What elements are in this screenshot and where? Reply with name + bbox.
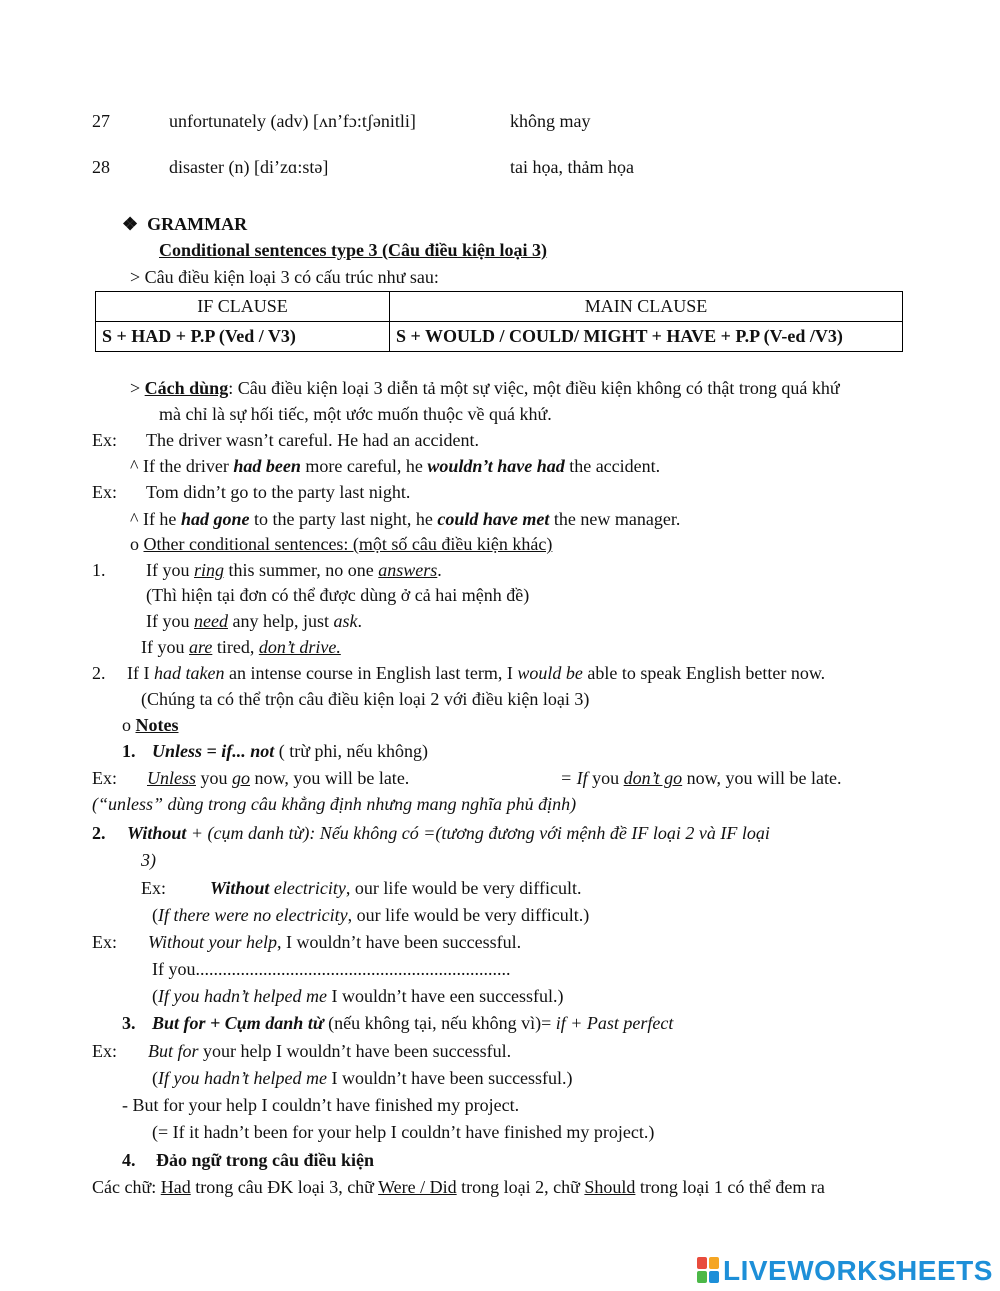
note-example: (If there were no electricity, our life would be very difficult.) bbox=[152, 905, 590, 925]
grammar-title: GRAMMAR bbox=[147, 214, 248, 234]
diamond-bullet-icon: ❖ bbox=[122, 214, 139, 234]
vocab-meaning: không may bbox=[510, 111, 591, 131]
note-example: Without your help, I wouldn’t have been successful. bbox=[148, 932, 522, 952]
note-number: 1. bbox=[122, 741, 136, 761]
note-example: Without electricity, our life would be very difficult. bbox=[210, 878, 582, 898]
inversion-line: Các chữ: Had trong câu ĐK loại 3, chữ Were / Did trong loại 2, chữ Should trong loại 1 có thể đem ra bbox=[92, 1177, 825, 1197]
table-header-main-clause: MAIN CLAUSE bbox=[390, 292, 903, 322]
example-conditional: ^ If he had gone to the party last night, he could have met the new manager. bbox=[130, 509, 681, 529]
note-example: But for your help I wouldn’t have been successful. bbox=[148, 1041, 512, 1061]
ex-label: Ex: bbox=[92, 1041, 117, 1061]
note-title: But for + Cụm danh từ (nếu không tại, nếu không vì)= if + Past perfect bbox=[152, 1013, 674, 1033]
list-number: 1. bbox=[92, 560, 106, 580]
fill-in-line: If you...................................................................... bbox=[152, 959, 511, 979]
note-title: Without + (cụm danh từ): Nếu không có =(tương đương với mệnh đề IF loại 2 và IF loại bbox=[127, 823, 770, 843]
usage-label: Cách dùng bbox=[144, 378, 229, 398]
usage-line-2: mà chỉ là sự hối tiếc, một ước muốn thuộc về quá khứ. bbox=[159, 404, 552, 424]
note-example: (= If it hadn’t been for your help I couldn’t have finished my project.) bbox=[152, 1122, 655, 1142]
note-title-cont: 3) bbox=[141, 850, 156, 870]
liveworksheets-logo bbox=[697, 1253, 997, 1287]
other-example: If you ring this summer, no one answers. bbox=[146, 560, 442, 580]
usage-line bbox=[130, 378, 840, 400]
note-number: 3. bbox=[122, 1013, 136, 1033]
vocab-word: disaster (n) [di’zɑ:stə] bbox=[169, 157, 329, 177]
other-note: (Chúng ta có thể trộn câu điều kiện loại 2 với điều kiện loại 3) bbox=[141, 689, 590, 709]
note-example: - But for your help I couldn’t have finished my project. bbox=[122, 1095, 520, 1115]
ex-label: Ex: bbox=[92, 482, 117, 502]
table-row bbox=[96, 322, 903, 352]
vocab-meaning: tai họa, thảm họa bbox=[510, 157, 634, 177]
ex-label: Ex: bbox=[92, 768, 117, 788]
other-example: If I had taken an intense course in English last term, I would be able to speak English better now. bbox=[127, 663, 826, 683]
main-clause-formula: S + WOULD / COULD/ MIGHT + HAVE + P.P (V-ed /V3) bbox=[390, 322, 903, 352]
ex-label: Ex: bbox=[92, 430, 117, 450]
structure-intro: > Câu điều kiện loại 3 có cấu trúc như sau: bbox=[130, 267, 439, 287]
other-conditionals-title: o Other conditional sentences: (một số câu điều kiện khác) bbox=[130, 534, 553, 554]
ex-label: Ex: bbox=[141, 878, 166, 898]
note-number: 2. bbox=[92, 823, 106, 843]
ex-label: Ex: bbox=[92, 932, 117, 952]
note-example: Unless you go now, you will be late. bbox=[147, 768, 410, 788]
note-title: Unless = if... not ( trừ phi, nếu không) bbox=[152, 741, 429, 761]
grammar-heading bbox=[122, 214, 247, 236]
usage-text: : Câu điều kiện loại 3 diễn tả một sự việc, một điều kiện không có thật trong quá khứ bbox=[228, 378, 840, 398]
note-explanation: (“unless” dùng trong câu khẳng định nhưng mang nghĩa phủ định) bbox=[92, 794, 577, 814]
note-title: Đảo ngữ trong câu điều kiện bbox=[156, 1150, 375, 1170]
other-example: If you are tired, don’t drive. bbox=[141, 637, 341, 657]
example-sentence: Tom didn’t go to the party last night. bbox=[146, 482, 411, 502]
table-header-row bbox=[96, 292, 903, 322]
if-clause-formula: S + HAD + P.P (Ved / V3) bbox=[96, 322, 390, 352]
note-number: 4. bbox=[122, 1150, 136, 1170]
note-example: (If you hadn’t helped me I wouldn’t have been successful.) bbox=[152, 1068, 573, 1088]
usage-prefix: > bbox=[130, 378, 145, 398]
example-conditional: ^ If the driver had been more careful, he wouldn’t have had the accident. bbox=[130, 456, 661, 476]
vocab-number: 27 bbox=[92, 111, 110, 131]
table-header-if-clause: IF CLAUSE bbox=[96, 292, 390, 322]
other-note: (Thì hiện tại đơn có thể được dùng ở cả hai mệnh đề) bbox=[146, 585, 530, 605]
notes-title: o Notes bbox=[122, 715, 179, 735]
example-sentence: The driver wasn’t careful. He had an accident. bbox=[146, 430, 480, 450]
other-example: If you need any help, just ask. bbox=[146, 611, 362, 631]
note-example: (If you hadn’t helped me I wouldn’t have een successful.) bbox=[152, 986, 564, 1006]
liveworksheets-logo-icon bbox=[697, 1257, 719, 1283]
grammar-subheading: Conditional sentences type 3 (Câu điều kiện loại 3) bbox=[159, 240, 548, 260]
note-equivalent: = If you don’t go now, you will be late. bbox=[560, 768, 842, 788]
liveworksheets-logo-text: LIVEWORKSHEETS bbox=[723, 1255, 993, 1286]
vocab-number: 28 bbox=[92, 157, 110, 177]
vocab-word: unfortunately (adv) [ʌn’fɔ:tʃənitli] bbox=[169, 111, 416, 131]
list-number: 2. bbox=[92, 663, 106, 683]
structure-table bbox=[95, 291, 903, 352]
